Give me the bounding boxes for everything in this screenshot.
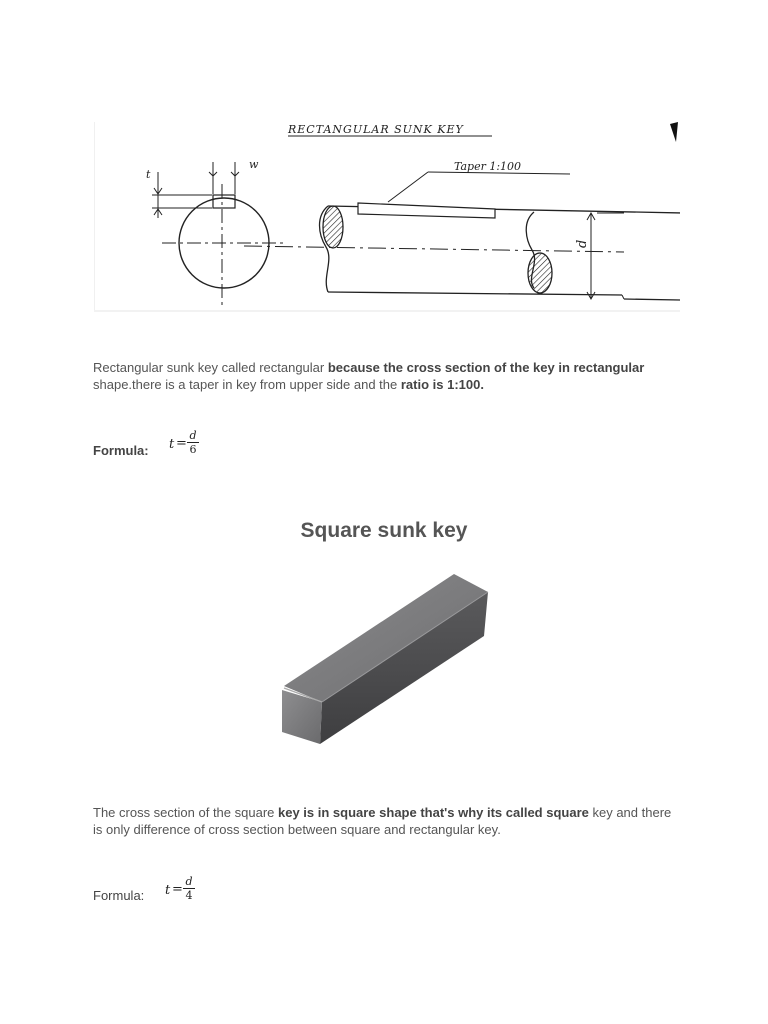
cross-section-view bbox=[146, 158, 284, 308]
fraction-numerator: d bbox=[189, 429, 197, 442]
taper-label: Taper 1:100 bbox=[454, 160, 522, 173]
square-formula bbox=[93, 874, 293, 914]
formula-equals: = bbox=[172, 882, 183, 897]
formula-label: Formula: bbox=[93, 443, 149, 458]
formula-lhs: t bbox=[169, 437, 175, 452]
drawing-title: RECTANGULAR SUNK KEY bbox=[288, 123, 464, 136]
key-slot bbox=[213, 195, 235, 208]
w-dimension-label: w bbox=[249, 158, 259, 171]
left-section-hatch bbox=[323, 206, 343, 248]
fraction-numerator: d bbox=[185, 875, 193, 888]
formula-expression bbox=[169, 430, 209, 470]
d-dimension-label: d bbox=[575, 239, 590, 248]
tapered-key bbox=[358, 203, 495, 218]
formula-expression bbox=[165, 876, 205, 916]
rectangular-formula bbox=[93, 430, 293, 470]
rect-desc-bold1: because the cross section of the key in rectangular bbox=[327, 360, 645, 375]
scan-mark bbox=[670, 122, 678, 142]
formula-lhs: t bbox=[165, 883, 171, 898]
rectangular-key-description bbox=[93, 359, 683, 393]
formula-fraction bbox=[182, 876, 196, 902]
rectangular-sunk-key-drawing bbox=[94, 112, 680, 312]
rect-desc-part2: shape.there is a taper in key from upper side and the bbox=[93, 377, 401, 392]
rect-desc-bold2: ratio is 1:100. bbox=[400, 377, 484, 392]
square-key-image bbox=[278, 568, 494, 748]
square-key-description bbox=[93, 804, 683, 838]
right-section-hatch bbox=[528, 253, 552, 293]
drawing-svg bbox=[94, 112, 680, 312]
rect-desc-part1: Rectangular sunk key called rectangular bbox=[93, 360, 328, 375]
square-key-svg bbox=[278, 568, 494, 748]
shaft-side-view bbox=[244, 160, 680, 300]
section-heading: Square sunk key bbox=[300, 519, 468, 542]
t-dimension-label: t bbox=[146, 168, 151, 181]
square-desc-bold: key is in square shape that's why its called square bbox=[277, 805, 589, 820]
fraction-denominator: 6 bbox=[189, 443, 197, 456]
fraction-denominator: 4 bbox=[185, 889, 193, 902]
formula-label: Formula: bbox=[93, 888, 145, 903]
square-desc-part1: The cross section of the square bbox=[93, 805, 278, 820]
square-desc-part2: key and there is only difference of cross section between square and rectangular key. bbox=[93, 805, 672, 837]
formula-fraction bbox=[186, 430, 200, 456]
formula-equals: = bbox=[176, 436, 187, 451]
